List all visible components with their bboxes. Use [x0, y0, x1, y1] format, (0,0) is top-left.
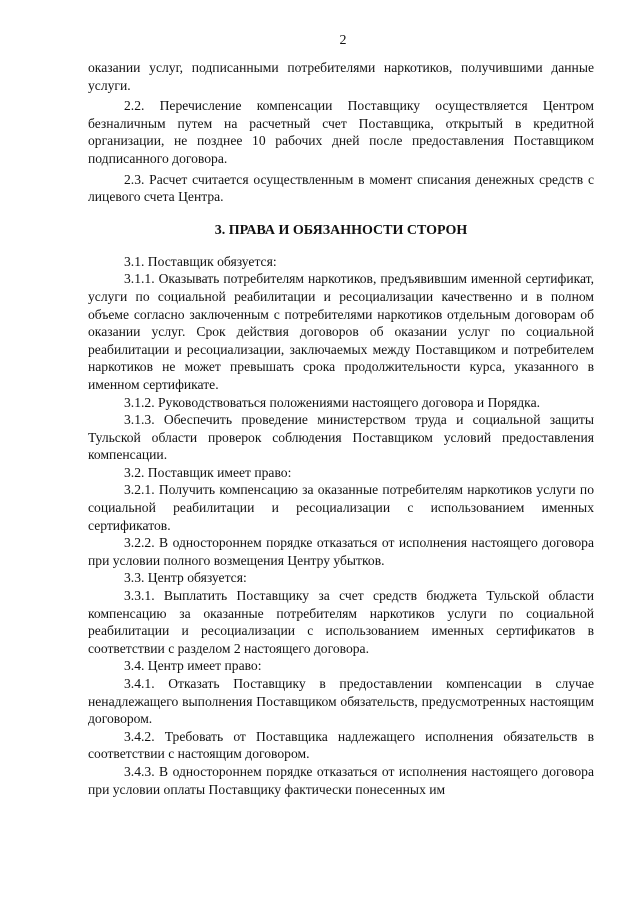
paragraph-3-4-2: 3.4.2. Требовать от Поставщика надлежащего исполнения обязательств в соответствии с настоящим договором.	[88, 728, 594, 762]
paragraph-3-1: 3.1. Поставщик обязуется:	[124, 253, 277, 269]
paragraph-3-2-2: 3.2.2. В одностороннем порядке отказаться от исполнения настоящего договора при условии полного возмещения Центру убытков.	[88, 535, 594, 568]
paragraph-3-2: 3.2. Поставщик имеет право:	[124, 464, 292, 480]
paragraph-3-4-1: 3.4.1. Отказать Поставщику в предоставлении компенсации в случае ненадлежащего выполнения Поставщиком обязательств, предусмотренных настоящим договором.	[88, 676, 594, 727]
paragraph-3-4: 3.4. Центр имеет право:	[124, 658, 262, 674]
paragraph-3-4-3: 3.4.3. В одностороннем порядке отказаться от исполнения настоящего договора при условии оплаты Поставщику фактически понесенных им	[88, 763, 594, 797]
paragraph-3-1-3: 3.1.3. Обеспечить проведение министерством труда и социальной защиты Тульской области проверок соблюдения Поставщиком условий предоставления компенсации.	[88, 412, 594, 463]
paragraph-3-1-1: 3.1.1. Оказывать потребителям наркотиков, предъявившим именной сертификат, услуги по социальной реабилитации и ресоциализации качественно и в полном объеме согласно заключенным с потребителями наркотиков отдельным договорам об оказании услуг. Срок действия договоров об оказании услуг по социальной реабилитации и ресоциализации, заключаемых между Поставщиком и потребителем наркотиков не может превышать срока продолжительности курса, указанного в именном сертификате.	[88, 271, 594, 392]
paragraph-2-2: 2.2. Перечисление компенсации Поставщику осуществляется Центром безналичным путем на расчетный счет Поставщика, открытый в кредитной организации, не позднее 10 рабочих дней после предоставления Поставщиком подписанного договора.	[88, 98, 594, 166]
paragraph-3-1-2: 3.1.2. Руководствоваться положениями настоящего договора и Порядка.	[124, 394, 541, 410]
paragraph-3-2-1: 3.2.1. Получить компенсацию за оказанные потребителям наркотиков услуги по социальной реабилитации и ресоциализации с использованием именных сертификатов.	[88, 482, 594, 533]
paragraph-3-3-1: 3.3.1. Выплатить Поставщику за счет средств бюджета Тульской области компенсацию за оказанные потребителям наркотиков услуги по социальной реабилитации и ресоциализации с использованием именных сертификатов в соответствии с разделом 2 настоящего договора.	[88, 588, 594, 656]
document-page	[88, 32, 594, 798]
page-number: 2	[339, 33, 347, 48]
section-heading: 3. ПРАВА И ОБЯЗАННОСТИ СТОРОН	[214, 222, 468, 238]
paragraph-continuation: оказании услуг, подписанными потребителями наркотиков, получившими данные услуги.	[88, 60, 594, 93]
paragraph-3-3: 3.3. Центр обязуется:	[124, 570, 247, 586]
paragraph-2-3: 2.3. Расчет считается осуществленным в момент списания денежных средств с лицевого счета Центра.	[88, 171, 594, 205]
